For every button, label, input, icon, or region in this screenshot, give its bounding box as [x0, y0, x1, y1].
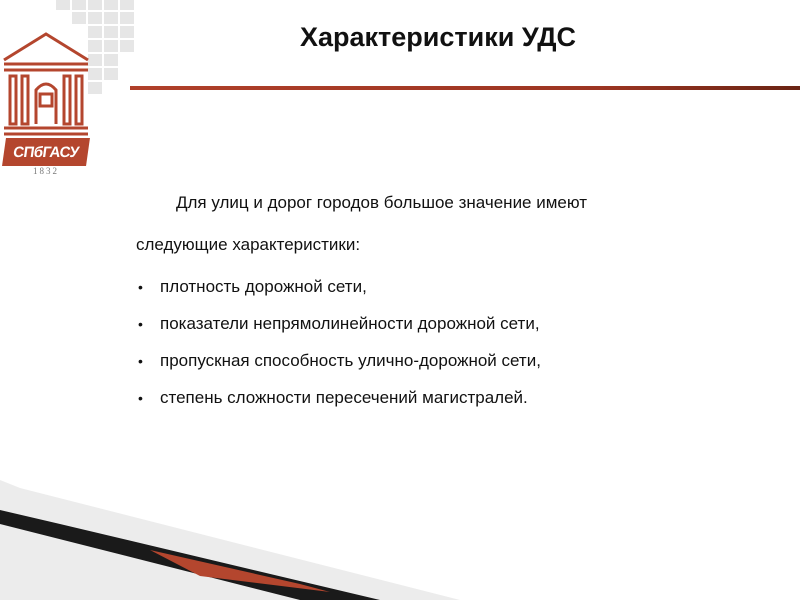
- university-logo: [0, 0, 140, 185]
- list-item: [136, 272, 756, 309]
- building-emblem-icon: [0, 30, 92, 138]
- logo-wordmark: СПбГАСУ: [2, 138, 90, 166]
- bullet-icon: •: [138, 390, 143, 406]
- list-item: [136, 309, 756, 346]
- logo-year: 1832: [33, 166, 59, 176]
- list-item: [136, 346, 756, 383]
- list-item-text: степень сложности пересечений магистралей.: [160, 388, 528, 407]
- list-item: [136, 383, 756, 420]
- slide-content: [136, 188, 756, 420]
- title-divider: [130, 86, 800, 90]
- bullet-icon: •: [138, 279, 143, 295]
- bullet-icon: •: [138, 316, 143, 332]
- list-item-text: показатели непрямолинейности дорожной сети,: [160, 314, 540, 333]
- characteristics-list: [136, 272, 756, 420]
- slide-title: Характеристики УДС: [300, 22, 576, 52]
- bullet-icon: •: [138, 353, 143, 369]
- list-item-text: плотность дорожной сети,: [160, 277, 367, 296]
- intro-line-2: следующие характеристики:: [136, 235, 361, 254]
- list-item-text: пропускная способность улично-дорожной сети,: [160, 351, 541, 370]
- intro-line-1: Для улиц и дорог городов большое значение имеют: [176, 193, 588, 212]
- decorative-swoosh: [0, 480, 800, 600]
